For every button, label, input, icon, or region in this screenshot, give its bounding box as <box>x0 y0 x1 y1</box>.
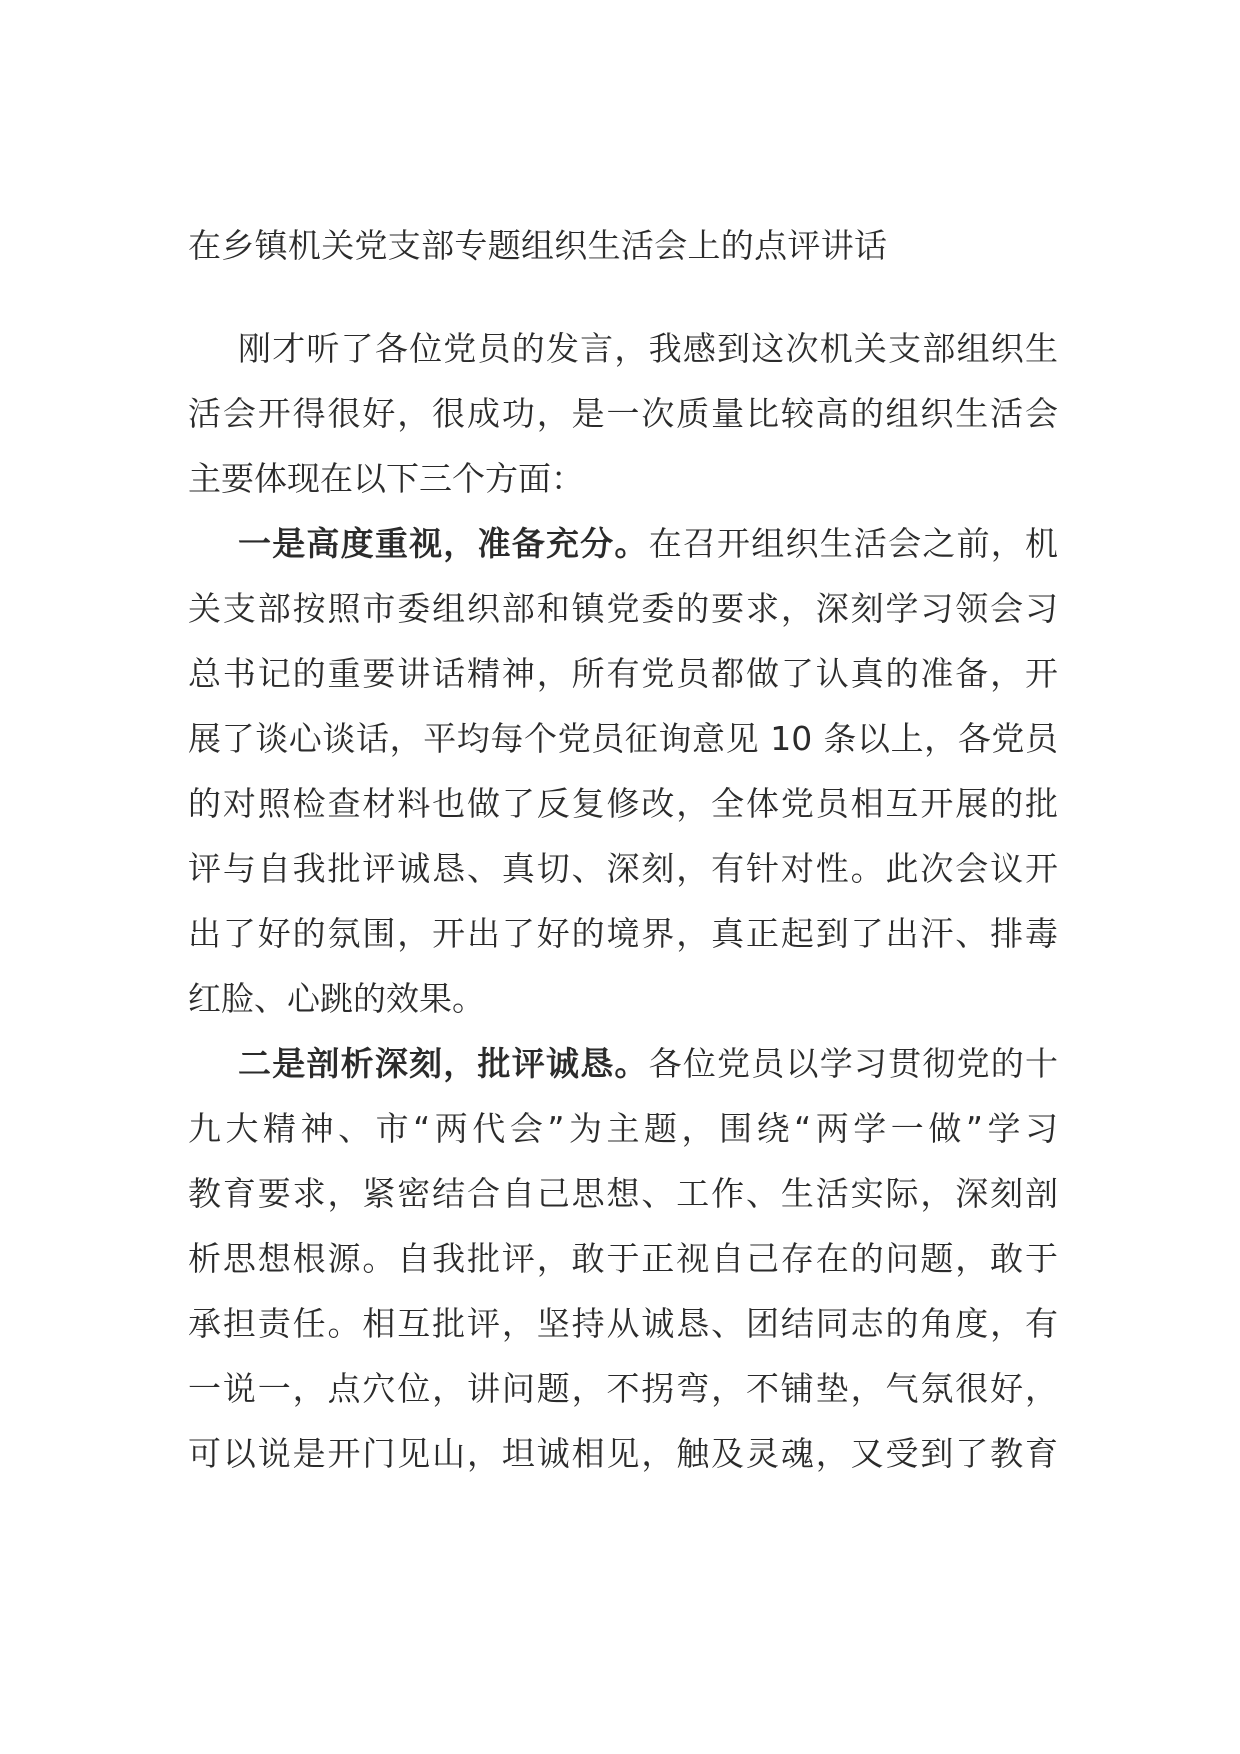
point-two-paragraph <box>188 1031 1058 1486</box>
point-one-lead: 一是高度重视，准备充分。 <box>238 524 649 563</box>
point-one-line: 出了好的氛围，开出了好的境界，真正起到了出汗、排毒 <box>188 914 1058 953</box>
point-two-line: 析思想根源。自我批评，敢于正视自己存在的问题，敢于 <box>188 1239 1058 1278</box>
point-one-line: 总书记的重要讲话精神，所有党员都做了认真的准备，开 <box>188 654 1058 693</box>
document-title: 在乡镇机关党支部专题组织生活会上的点评讲话 <box>188 226 888 265</box>
point-one-first-line-text: 在召开组织生活会之前，机 <box>648 524 1059 563</box>
point-one-line: 的对照检查材料也做了反复修改，全体党员相互开展的批 <box>188 784 1058 823</box>
intro-line: 主要体现在以下三个方面： <box>188 459 584 498</box>
document-body <box>188 316 1058 1486</box>
point-two-line: 可以说是开门见山，坦诚相见，触及灵魂，又受到了教育 <box>188 1434 1058 1473</box>
point-two-line: 教育要求，紧密结合自己思想、工作、生活实际，深刻剖 <box>188 1174 1058 1213</box>
point-two-first-line <box>188 1031 1058 1096</box>
point-two-first-line-text: 各位党员以学习贯彻党的十 <box>648 1044 1059 1083</box>
point-one-line: 评与自我批评诚恳、真切、深刻，有针对性。此次会议开 <box>188 849 1058 888</box>
point-two-lead: 二是剖析深刻，批评诚恳。 <box>238 1044 649 1083</box>
point-one-paragraph <box>188 511 1058 1031</box>
point-one-line: 关支部按照市委组织部和镇党委的要求，深刻学习领会习 <box>188 589 1058 628</box>
point-two-line: 承担责任。相互批评，坚持从诚恳、团结同志的角度，有 <box>188 1304 1058 1343</box>
point-one-line: 红脸、心跳的效果。 <box>188 979 485 1018</box>
intro-line: 活会开得很好，很成功，是一次质量比较高的组织生活会 <box>188 394 1058 433</box>
intro-paragraph <box>188 316 1058 511</box>
point-two-line: 一说一，点穴位，讲问题，不拐弯，不铺垫，气氛很好， <box>188 1369 1058 1408</box>
intro-line: 刚才听了各位党员的发言，我感到这次机关支部组织生 <box>238 329 1058 368</box>
point-two-line: 九大精神、市“两代会”为主题，围绕“两学一做”学习 <box>188 1109 1058 1148</box>
point-one-line: 展了谈心谈话，平均每个党员征询意见 10 条以上，各党员 <box>188 719 1058 758</box>
point-one-first-line <box>188 511 1058 576</box>
